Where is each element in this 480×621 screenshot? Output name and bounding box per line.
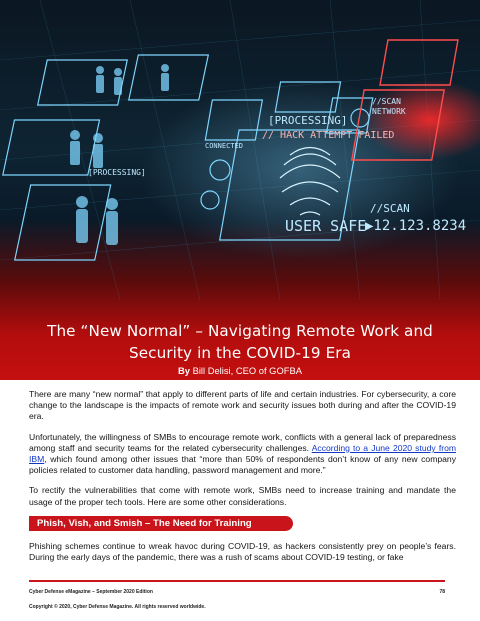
section-heading: Phish, Vish, and Smish – The Need for Training [29, 516, 293, 531]
page-number: 78 [439, 589, 445, 595]
hud-user-safe: USER SAFE [285, 217, 367, 235]
hud-hack-attempt: // HACK ATTEMPT FAILED [262, 130, 395, 141]
hud-processing-top: [PROCESSING] [268, 114, 348, 127]
footer-divider [29, 580, 445, 582]
ibm-study-link[interactable]: According to a June 2020 study from IBM [29, 442, 457, 465]
article-body [29, 389, 456, 517]
hud-processing-left: [PROCESSING] [88, 168, 146, 177]
footer-edition-row [29, 589, 445, 595]
paragraph-3: To rectify the vulnerabilities that come with remote work, SMBs need to increase training and mandate the usage of the proper tech tools. Here are some other considerations. [29, 485, 456, 507]
byline [0, 365, 480, 376]
title-band [0, 312, 480, 380]
hud-scan-label: //SCAN [370, 202, 410, 215]
footer-copyright: Copyright © 2020, Cyber Defense Magazine. All rights reserved worldwide. [29, 604, 206, 610]
paragraph-2 [29, 432, 456, 477]
paragraph-1: There are many “new normal” that apply to different parts of life and certain industries. For cybersecurity, a core change to the landscape is the impacts of remote work and security issues both during and after the COVID-19 era. [29, 389, 456, 422]
article-title: The “New Normal” – Navigating Remote Work and Security in the COVID-19 Era [47, 322, 433, 362]
byline-author: Bill Delisi, CEO of GOFBA [192, 365, 302, 376]
paragraph-2-start: Unfortunately, the willingness of SMBs to encourage remote work, conflicts with a general lack of preparedness among staff and security teams for the related cybersecurity challenges. [29, 431, 456, 453]
hud-scan-value: ▶12.123.8234 [365, 218, 467, 234]
hud-connected: CONNECTED [205, 142, 243, 150]
hud-scan-network: //SCAN [372, 97, 401, 106]
footer-edition: Cyber Defense eMagazine – September 2020 Edition [29, 589, 153, 595]
byline-prefix: By [178, 365, 190, 376]
paragraph-2-end: , which found among other issues that “more than 50% of respondents don’t know of any new company policies related to customer data handling, password management and more.” [29, 454, 456, 476]
hud-scan-network-2: NETWORK [372, 107, 406, 116]
paragraph-4: Phishing schemes continue to wreak havoc during COVID-19, as hackers consistently prey on people’s fears. During the early days of the pandemic, there was a rush of scams about COVID-19 testing, or fake [29, 541, 456, 563]
